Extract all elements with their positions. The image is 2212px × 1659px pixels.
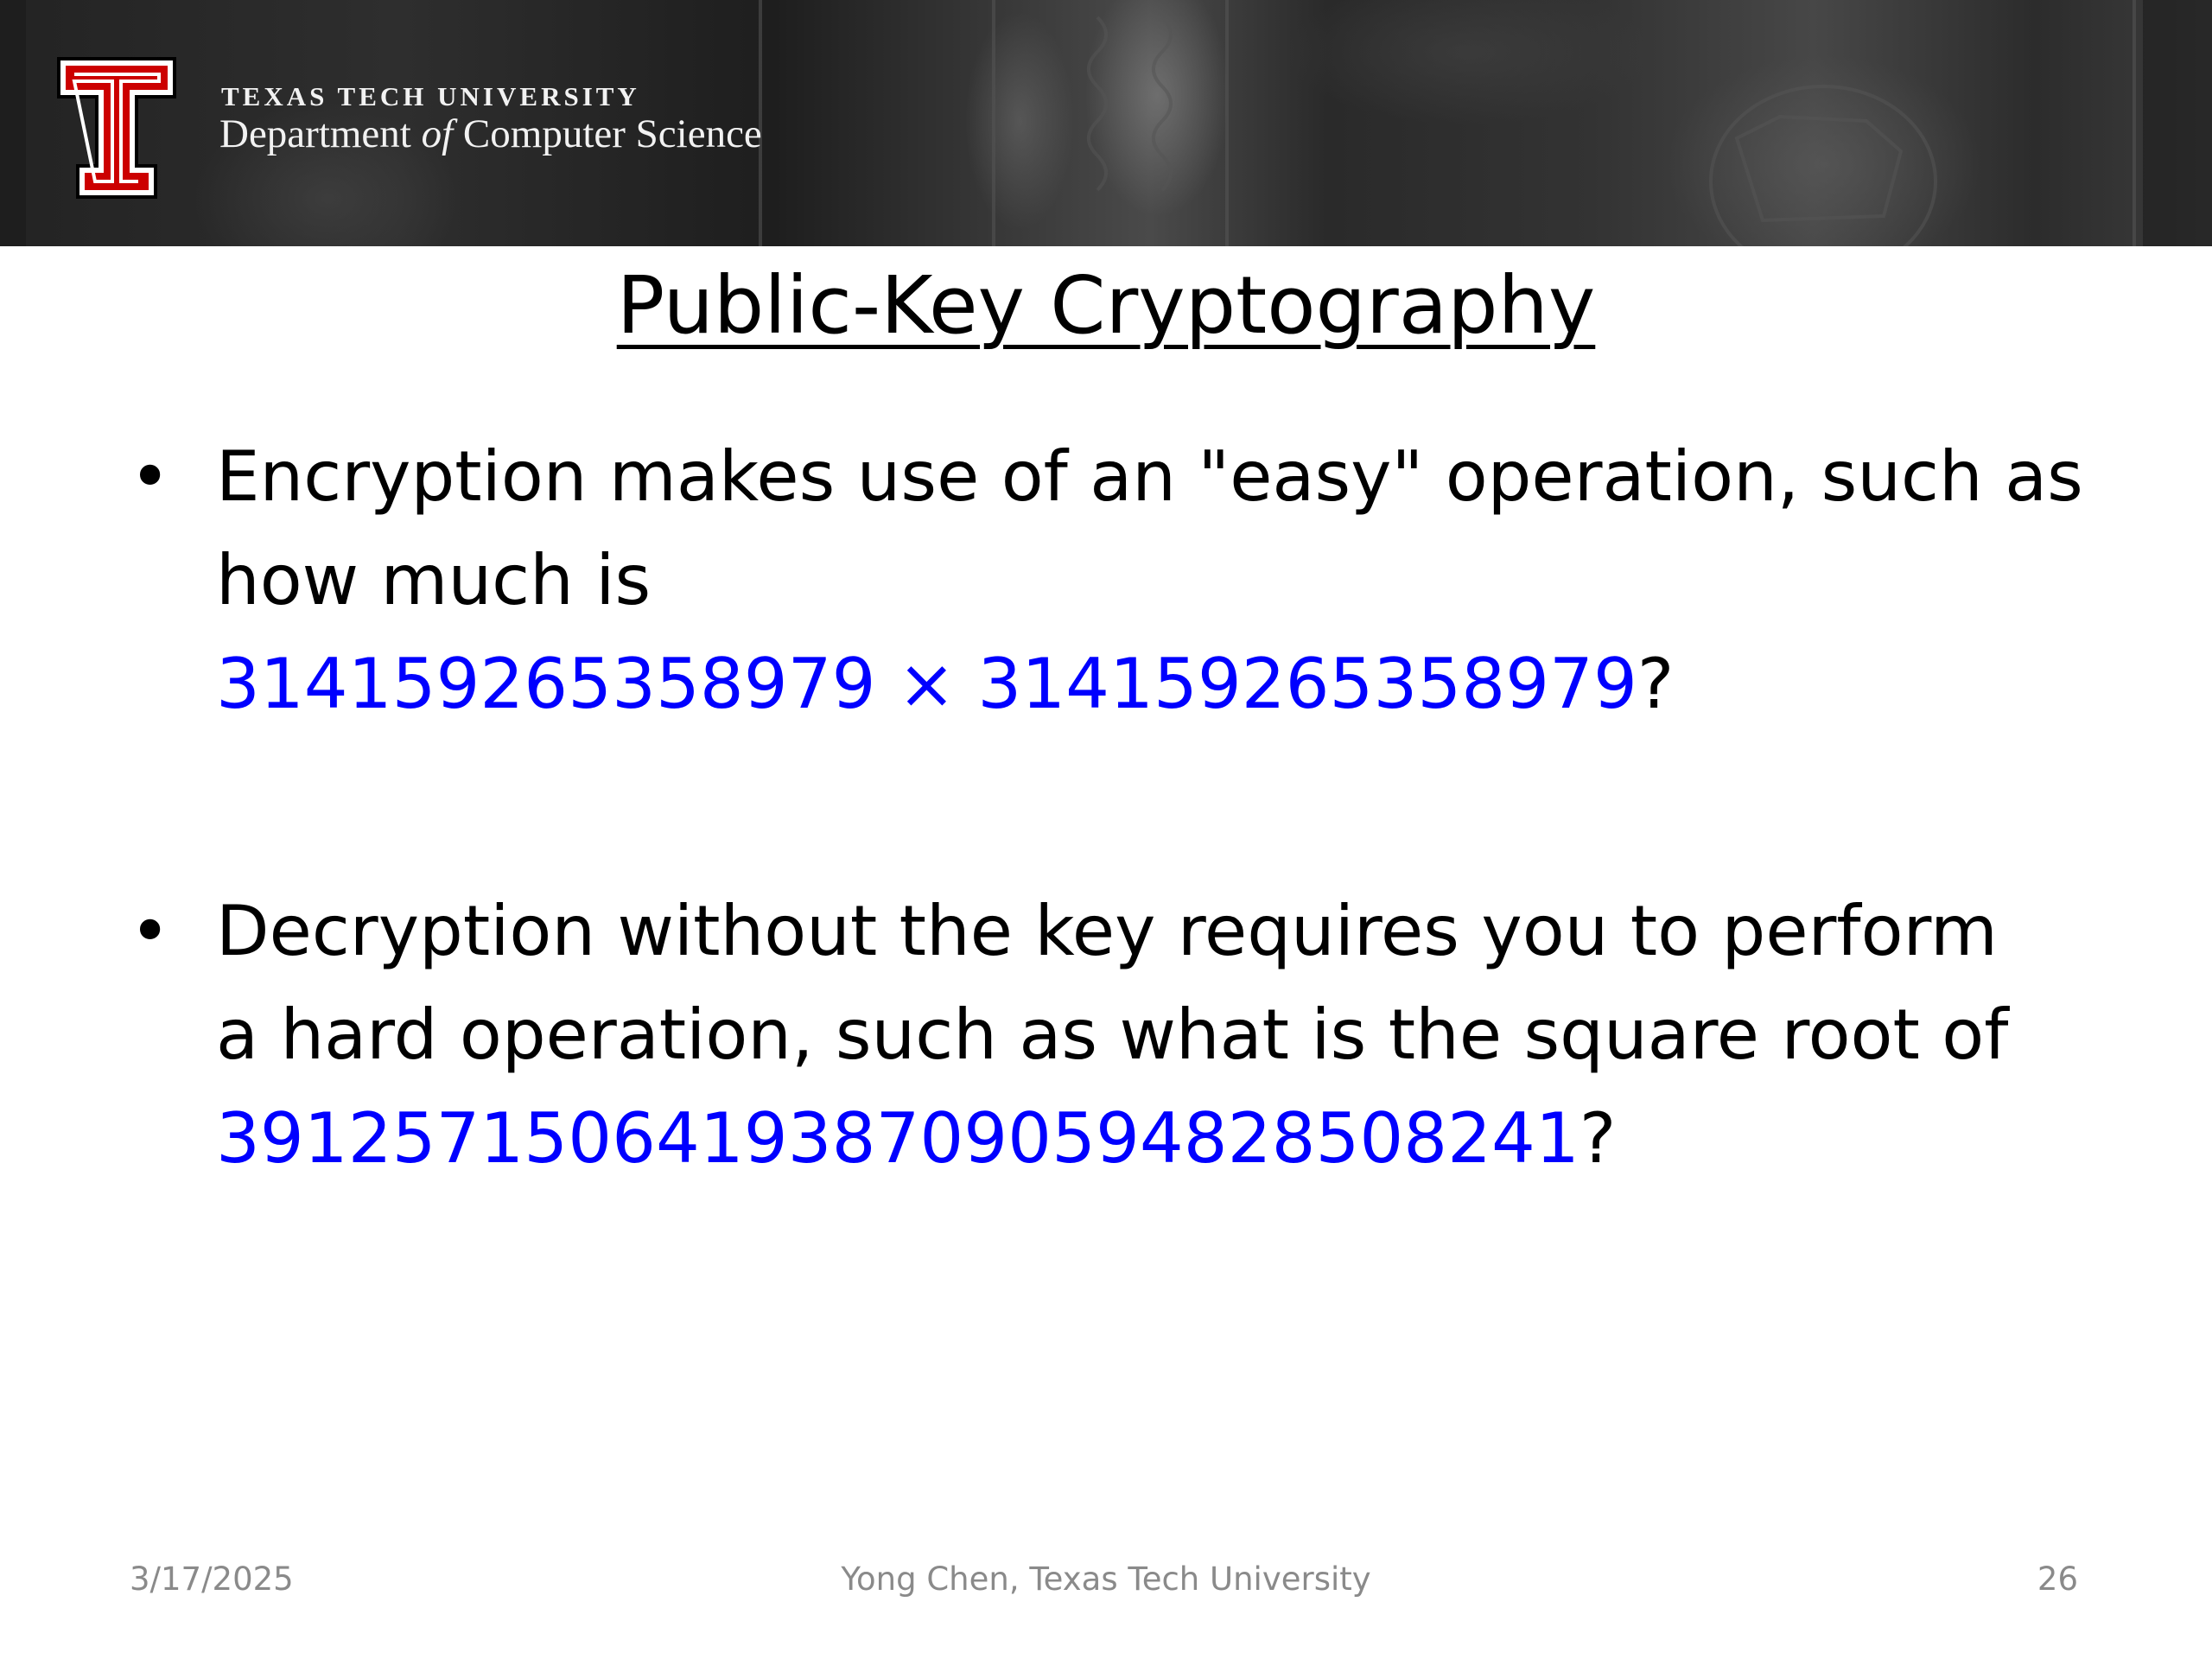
question-mark: ? (1637, 644, 1675, 724)
bullet-line: a hard operation, such as what is the square root of (216, 995, 2009, 1075)
double-t-logo (54, 55, 180, 200)
bullet-text (216, 425, 2169, 736)
footer-date: 3/17/2025 (130, 1560, 294, 1598)
bullet-line (216, 632, 2169, 736)
bullet-dot-icon: • (130, 891, 171, 971)
question-mark: ? (1579, 1098, 1617, 1179)
bullet-text (216, 880, 2169, 1191)
bullet-dot-icon: • (130, 436, 171, 517)
bullet-line (216, 1087, 2169, 1191)
bullet-line: Encryption makes use of an "easy" operation, such as (216, 436, 2083, 517)
department-prefix: Department (219, 111, 422, 156)
highlighted-number: 314159265358979 × 314159265358979 (216, 644, 1637, 724)
department-suffix: Computer Science (453, 111, 762, 156)
highlighted-number: 3912571506419387090594828508241 (216, 1098, 1580, 1179)
department-name (219, 111, 762, 157)
bullet-item-encryption (130, 425, 2117, 753)
bullet-line: how much is (216, 540, 652, 620)
bullet-item-decryption (130, 880, 2117, 1208)
header-banner (0, 0, 2212, 246)
footer-author: Yong Chen, Texas Tech University (841, 1560, 1371, 1598)
footer-page-number: 26 (2037, 1560, 2078, 1598)
slide-title: Public-Key Cryptography (616, 259, 1596, 352)
university-name: TEXAS TECH UNIVERSITY (221, 81, 640, 111)
department-of: of (421, 111, 454, 156)
bullet-line: Decryption without the key requires you to perform (216, 891, 1998, 971)
